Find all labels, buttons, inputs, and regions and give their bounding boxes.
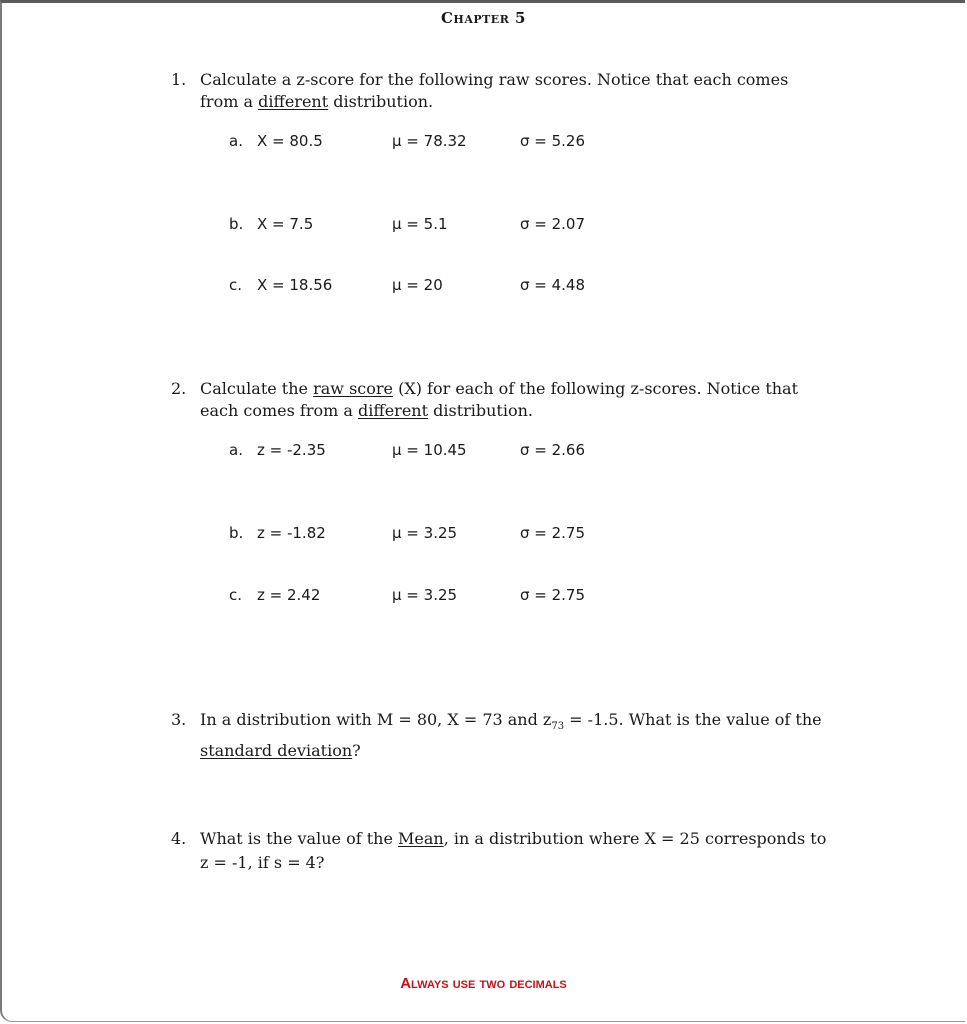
decimal-note: Always use two decimals [400,975,567,992]
question-text: What is the value of the Mean, in a distribution where X = 25 corresponds to z = -1, if s = 4? [200,829,827,872]
question-number: 4. [171,829,187,848]
question-text: Calculate a z-score for the following raw scores. Notice that each comes from a different distribution. [200,70,789,111]
question-number: 2. [171,379,187,398]
question-text: Calculate the raw score (X) for each of the following z-scores. Notice that each comes from a different distribution. [200,379,799,420]
question-text: In a distribution with M = 80, X = 73 and $z_{73} = -1.5$. What is the value of the standard deviation? [200,710,822,761]
page-title: Chapter 5 [440,9,526,27]
question-number: 3. [171,710,187,729]
question-number: 1. [171,70,187,89]
